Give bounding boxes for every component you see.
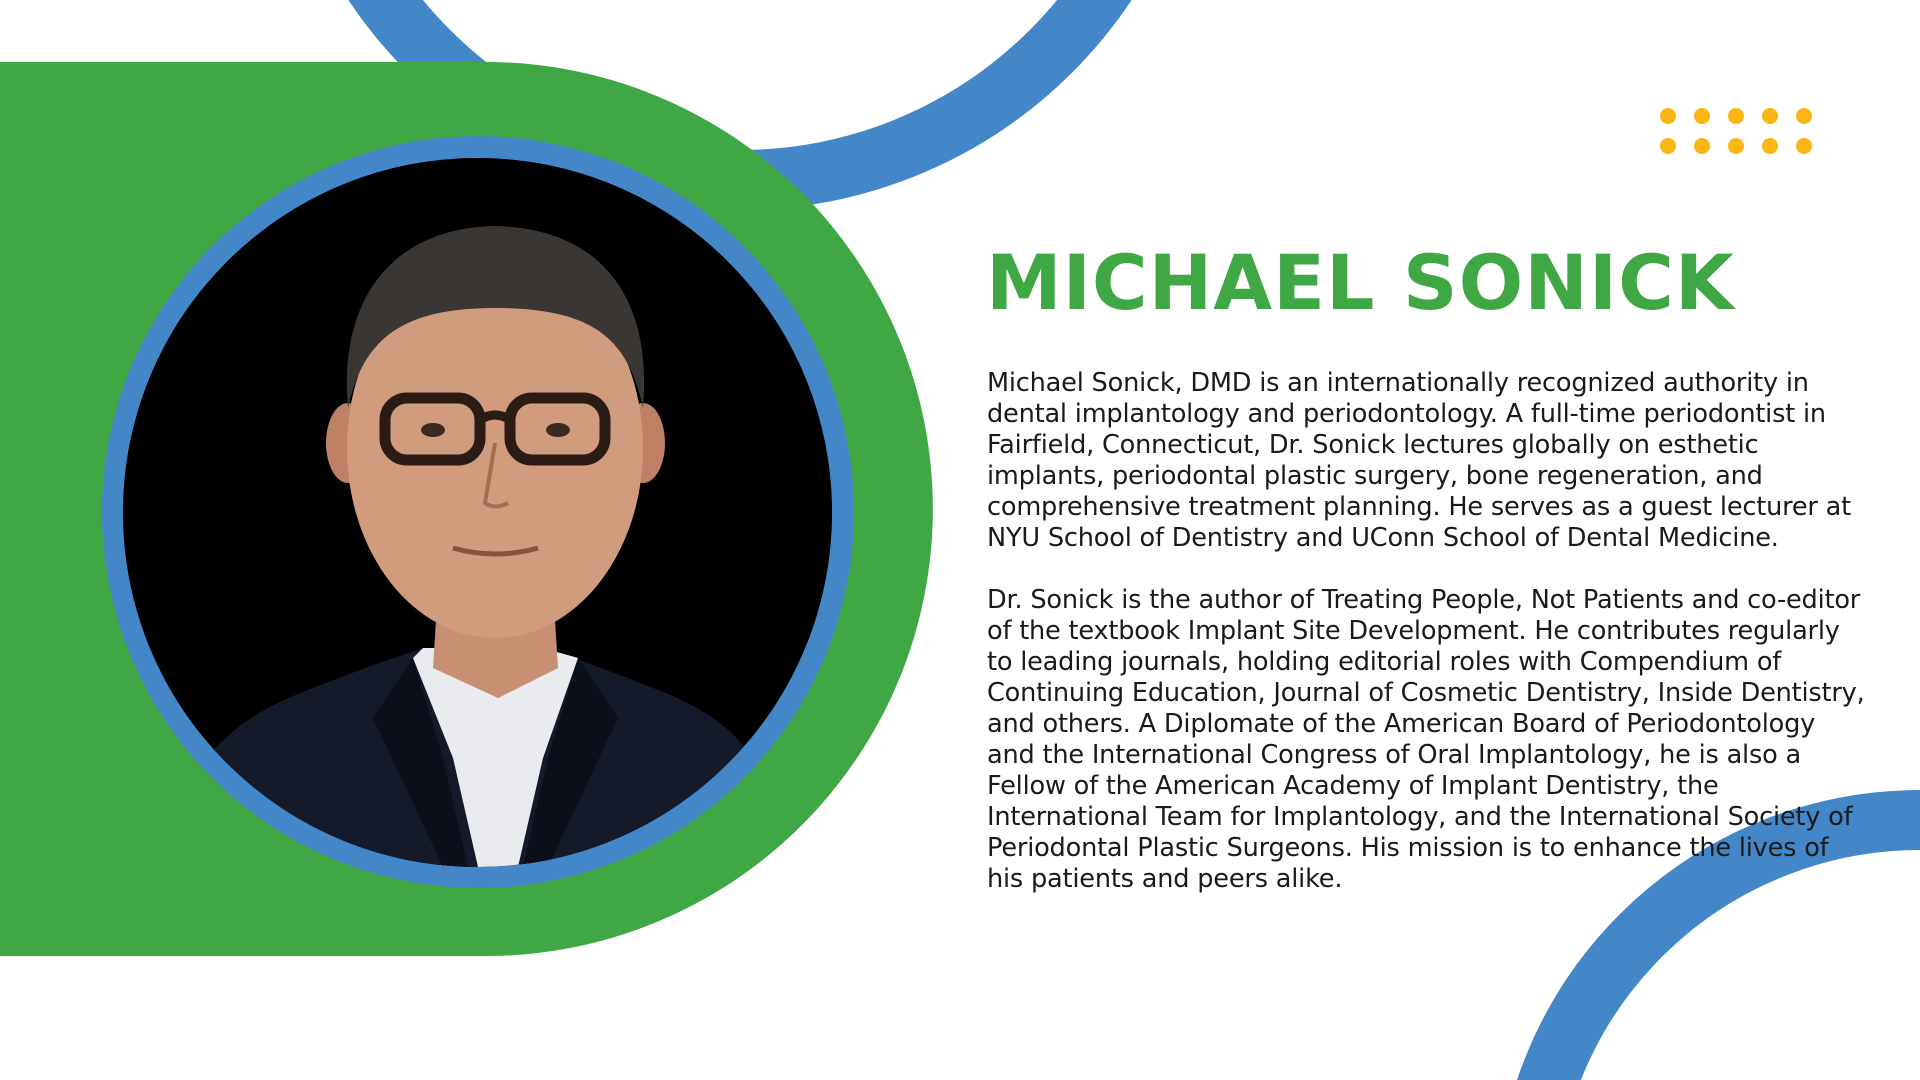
decorative-dot-grid <box>1660 108 1812 154</box>
speaker-bio <box>987 368 1867 926</box>
decorative-dot <box>1660 138 1676 154</box>
decorative-dot <box>1728 108 1744 124</box>
decorative-dot <box>1796 138 1812 154</box>
decorative-dot <box>1728 138 1744 154</box>
decorative-dot <box>1694 108 1710 124</box>
speaker-name: MICHAEL SONICK <box>986 238 1735 327</box>
decorative-dot <box>1762 138 1778 154</box>
portrait-illustration <box>123 158 832 867</box>
decorative-dot <box>1762 108 1778 124</box>
decorative-dot <box>1694 138 1710 154</box>
decorative-dot <box>1796 108 1812 124</box>
decorative-dot <box>1660 108 1676 124</box>
bio-paragraph-2: Dr. Sonick is the author of Treating People, Not Patients and co-editor of the textbook Implant Site Development. He contributes regularly to leading journals, holding editorial roles with Compendium of Continuing Education, Journal of Cosmetic Dentistry, Inside Dentistry, and others. A Diplomate of the American Board of Periodontology and the International Congress of Oral Implantology, he is also a Fellow of the American Academy of Implant Dentistry, the International Team for Implantology, and the International Society of Periodontal Plastic Surgeons. His mission is to enhance the lives of his patients and peers alike. <box>987 585 1865 894</box>
bio-paragraph-1: Michael Sonick, DMD is an internationally recognized authority in dental implantology and periodontology. A full-time periodontist in Fairfield, Connecticut, Dr. Sonick lectures globally on esthetic implants, periodontal plastic surgery, bone regeneration, and comprehensive treatment planning. He serves as a guest lecturer at NYU School of Dentistry and UConn School of Dental Medicine. <box>987 368 1851 553</box>
speaker-photo <box>123 158 832 867</box>
